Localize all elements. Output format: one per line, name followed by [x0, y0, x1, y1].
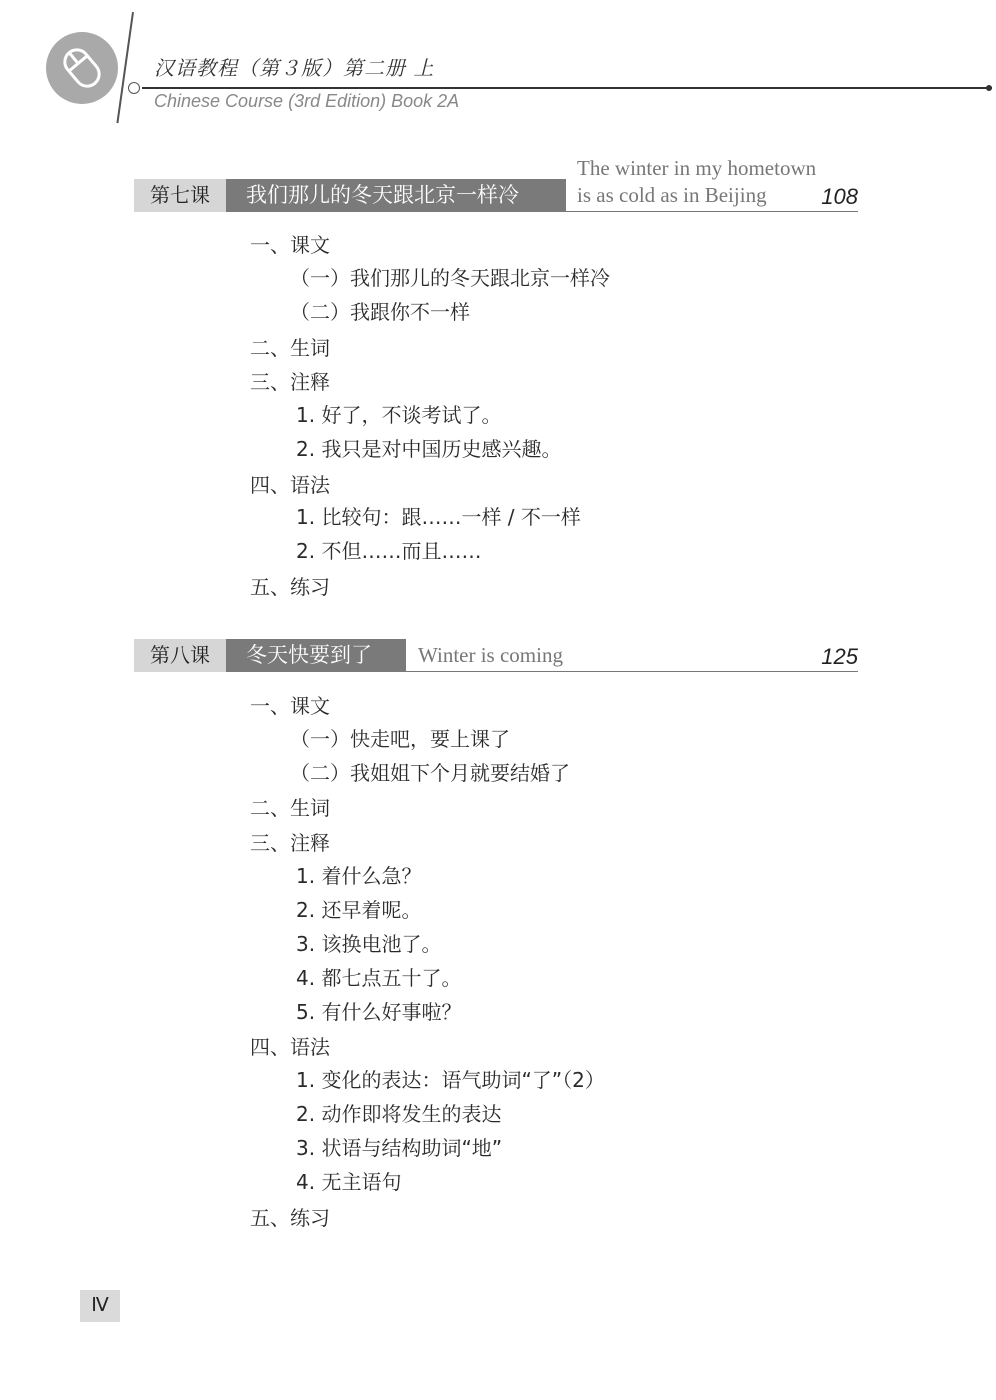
lesson-7-item: 2. 我只是对中国历史感兴趣。	[296, 437, 562, 461]
lesson-8-item: 4. 都七点五十了。	[296, 966, 462, 990]
lesson-8-header	[134, 630, 858, 672]
lesson-8-page-number: 125	[821, 644, 858, 669]
lesson-7-title-en-line1: The winter in my hometown	[577, 156, 817, 180]
lesson-8-item: 三、注释	[250, 831, 330, 855]
lesson-8-number: 第八课	[134, 639, 226, 672]
lesson-7-number: 第七课	[134, 179, 226, 212]
header-slash-divider	[116, 12, 134, 123]
page-number-label: Ⅳ	[80, 1290, 120, 1322]
lesson-7-item: （一）我们那儿的冬天跟北京一样冷	[290, 266, 610, 290]
header-ring-marker	[128, 82, 140, 94]
lesson-7-item: 三、注释	[250, 370, 330, 394]
lesson-8-item: 3. 该换电池了。	[296, 932, 442, 956]
lesson-8-title-cn: 冬天快要到了	[226, 639, 406, 672]
lesson-8-item: 5. 有什么好事啦？	[296, 1000, 462, 1024]
lesson-8-item: 3. 状语与结构助词“地”	[296, 1136, 503, 1160]
header-rule	[142, 87, 992, 89]
lesson-8-item: 五、练习	[250, 1206, 330, 1230]
lesson-8-item: 二、生词	[250, 796, 330, 820]
lesson-7-item: 一、课文	[250, 233, 330, 257]
lesson-7-item: 1. 好了，不谈考试了。	[296, 403, 502, 427]
lesson-8-item: 4. 无主语句	[296, 1170, 402, 1194]
lesson-7-title-en-line2: is as cold as in Beijing	[577, 183, 767, 207]
lesson-7-item: 四、语法	[250, 473, 330, 497]
lesson-8-title-en: Winter is coming	[418, 643, 563, 667]
lesson-7-item: 二、生词	[250, 336, 330, 360]
lesson-7-item: 1. 比较句：跟……一样 / 不一样	[296, 505, 581, 529]
header-rule-end-dot	[986, 85, 992, 91]
book-title-en: Chinese Course (3rd Edition) Book 2A	[154, 91, 460, 111]
lesson-8-item: 1. 着什么急？	[296, 864, 422, 888]
lesson-7-item: （二）我跟你不一样	[290, 300, 470, 324]
lesson-8-item: 四、语法	[250, 1035, 330, 1059]
lesson-7-header	[134, 150, 858, 212]
lesson-7-page-number: 108	[821, 184, 858, 209]
lesson-7-title-cn: 我们那儿的冬天跟北京一样冷	[226, 179, 566, 212]
mouse-logo-icon	[46, 32, 118, 104]
lesson-8-item: 2. 动作即将发生的表达	[296, 1102, 502, 1126]
lesson-7-item: 2. 不但……而且……	[296, 539, 482, 563]
lesson-8-item: 一、课文	[250, 694, 330, 718]
lesson-8-item: 1. 变化的表达：语气助词“了”（2）	[296, 1068, 605, 1092]
lesson-7-item: 五、练习	[250, 575, 330, 599]
lesson-8-item: （二）我姐姐下个月就要结婚了	[290, 761, 570, 785]
book-title-cn: 汉语教程（第３版）第二册 上	[154, 56, 435, 80]
lesson-8-item: 2. 还早着呢。	[296, 898, 422, 922]
lesson-8-item: （一）快走吧，要上课了	[290, 727, 510, 751]
